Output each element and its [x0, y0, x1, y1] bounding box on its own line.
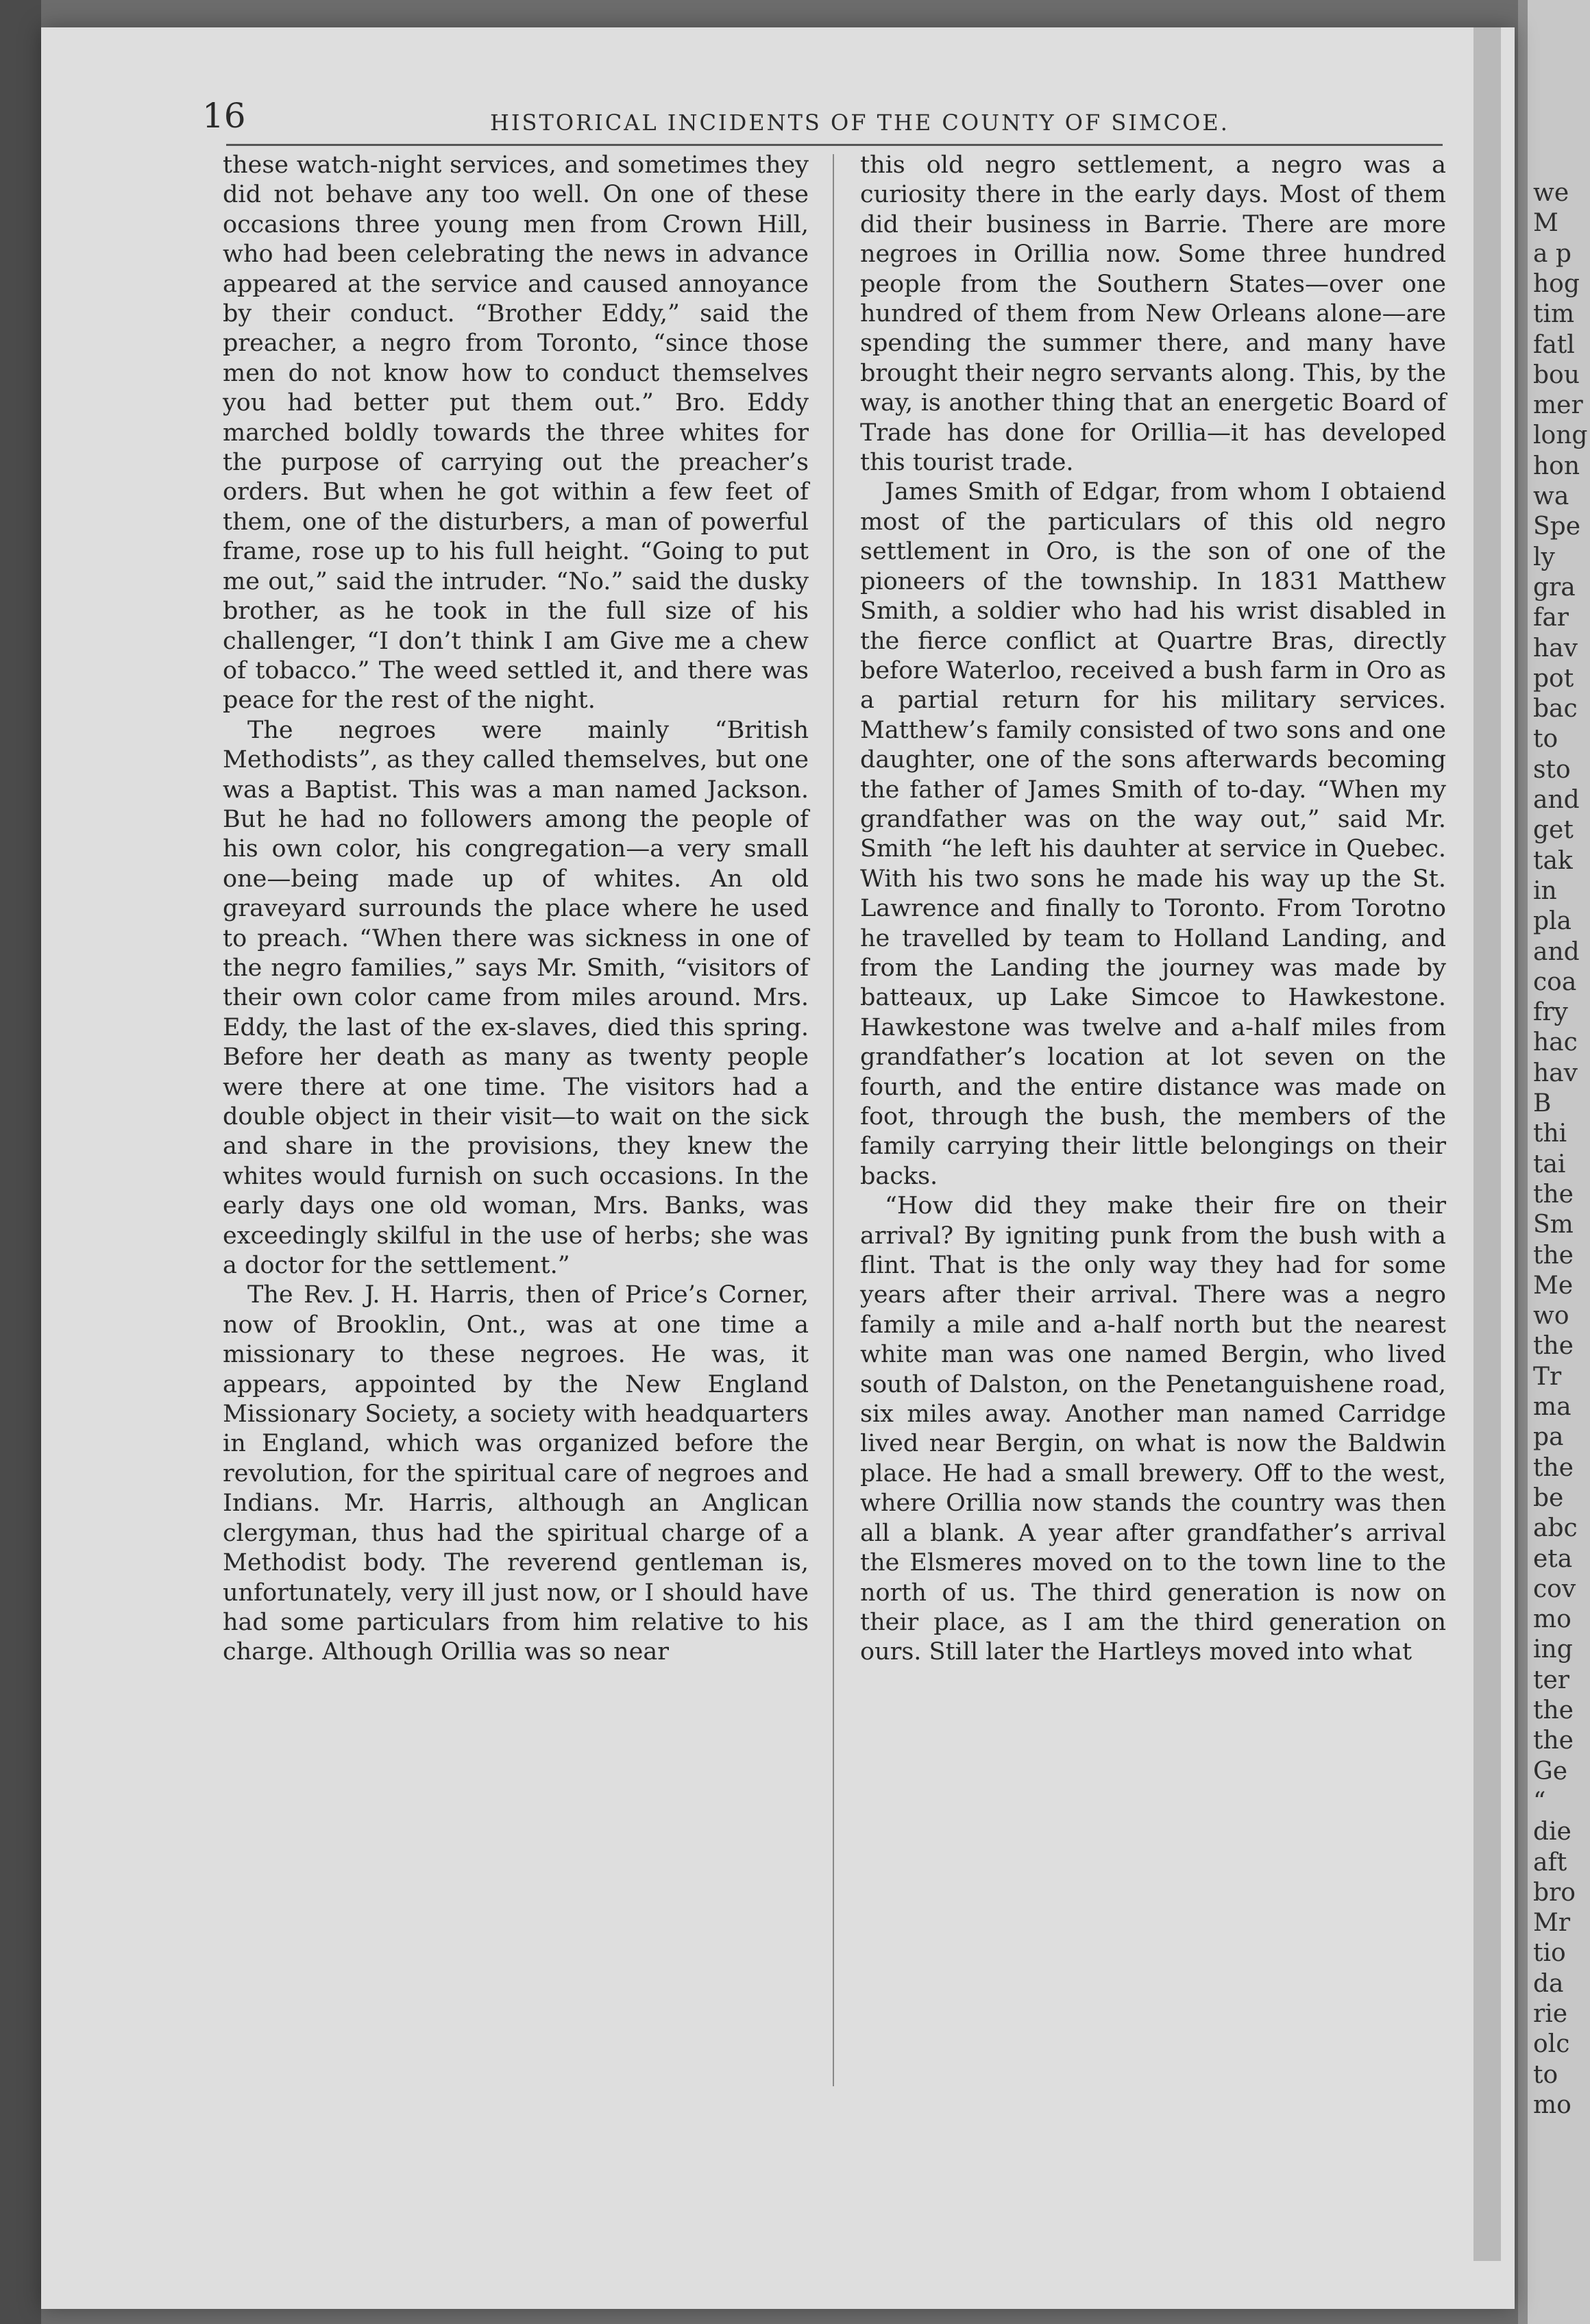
- adjacent-page-fragment: M: [1533, 209, 1558, 238]
- right-text-column: [860, 151, 1446, 1668]
- adjacent-page-fragment: wo: [1533, 1302, 1569, 1331]
- paragraph: The negroes were mainly “British Methodists”, as they called themselves, but one was a Baptist. This was a man named Jackson. But he had no followers among the people of his own color, his congregation—a very small one—being made up of whites. An old graveyard surrounds the place where he used to preach. “When there was sickness in one of the negro families,” says Mr. Smith, “visitors of their own color came from miles around. Mrs. Eddy, the last of the ex-slaves, died this spring. Before her death as many as twenty people were there at one time. The visitors had a double object in their visit—to wait on the sick and share in the provisions, they knew the whites would furnish on such occasions. In the early days one old woman, Mrs. Banks, was exceedingly skilful in the use of herbs; she was a doctor for the settlement.”: [223, 716, 809, 1280]
- adjacent-page-fragment: be: [1533, 1483, 1564, 1512]
- adjacent-page-fragment: wa: [1533, 482, 1569, 510]
- adjacent-page-fragment: tio: [1533, 1939, 1566, 1968]
- adjacent-page-fragment: long: [1533, 421, 1588, 450]
- adjacent-page-fragment: tak: [1533, 846, 1573, 875]
- adjacent-page-fragment: the: [1533, 1453, 1574, 1482]
- adjacent-page-fragment: Mr: [1533, 1909, 1571, 1938]
- paragraph: James Smith of Edgar, from whom I obtaiend most of the particulars of this old negro settlement in Oro, is the son of one of the pioneers of the township. In 1831 Matthew Smith, a soldier who had his wrist disabled in the fierce conflict at Quartre Bras, directly before Waterloo, received a bush farm in Oro as a partial return for his military services. Matthew’s family consisted of two sons and one daughter, one of the sons afterwards becoming the father of James Smith of to-day. “When my grandfather was on the way out,” said Mr. Smith “he left his dauhter at service in Quebec. With his two sons he made his way up the St. Lawrence and finally to Toronto. From Torotno he travelled by team to Holland Landing, and from the Landing the journey was made by batteaux, up Lake Simcoe to Hawkestone. Hawkestone was twelve and a-half miles from grandfather’s location at lot seven on the fourth, and the entire distance was made on foot, through the bush, the members of the family carrying their little belongings on their backs.: [860, 478, 1446, 1190]
- adjacent-page-fragment: tai: [1533, 1150, 1566, 1178]
- adjacent-page-fragment: Sm: [1533, 1211, 1574, 1239]
- adjacent-page-fragment: ma: [1533, 1393, 1571, 1421]
- column-divider: [833, 154, 834, 2086]
- paragraph: this old negro settlement, a negro was a curiosity there in the early days. Most of them did their business in Barrie. There are more negroes in Orillia now. Some three hundred people from the Southern States—over one hundred of them from New Orleans alone—are spending the summer there, and many have brought their negro servants along. This, by the way, is another thing that an energetic Board of Trade has done for Orillia—it has developed this tourist trade.: [860, 151, 1446, 477]
- adjacent-page-fragment: the: [1533, 1696, 1574, 1725]
- adjacent-page-fragment: pot: [1533, 664, 1574, 693]
- adjacent-page-fragment: mer: [1533, 391, 1583, 420]
- adjacent-page-fragment: olc: [1533, 2030, 1570, 2059]
- paragraph: “How did they make their fire on their arrival? By igniting punk from the bush with a flint. That is the only way they had for some years after their arrival. There was a negro family a mile and a-half north but the nearest white man was one named Bergin, who lived south of Dalston, on the Penetanguishene road, six miles away. Another man named Carridge lived near Bergin, on what is now the Baldwin place. He had a small brewery. Off to the west, where Orillia now stands the country was then all a blank. A year after grandfather’s arrival the Elsmeres moved on to the town line to the north of us. The third generation is now on their place, as I am the third generation on ours. Still later the Hartleys moved into what: [860, 1192, 1446, 1666]
- adjacent-page-fragment: sto: [1533, 755, 1571, 784]
- adjacent-page-fragment: in: [1533, 876, 1557, 905]
- page-number: 16: [202, 96, 246, 136]
- adjacent-page-fragment: the: [1533, 1241, 1574, 1270]
- adjacent-page-fragment: the: [1533, 1180, 1574, 1209]
- adjacent-page-fragment: mo: [1533, 1605, 1571, 1634]
- adjacent-page-fragment: bro: [1533, 1878, 1576, 1907]
- adjacent-page-fragment: Ge: [1533, 1757, 1568, 1785]
- adjacent-page-edge: [1518, 0, 1590, 2324]
- adjacent-page-fragment: rie: [1533, 2000, 1568, 2028]
- adjacent-page-fragment: die: [1533, 1818, 1571, 1846]
- adjacent-page-fragment: ing: [1533, 1635, 1573, 1664]
- adjacent-page-fragment: mo: [1533, 2090, 1571, 2119]
- adjacent-page-fragment: pla: [1533, 907, 1572, 936]
- paragraph: The Rev. J. H. Harris, then of Price’s Corner, now of Brooklin, Ont., was at one time a missionary to these negroes. He was, it appears, appointed by the New England Missionary Society, a society with headquarters in England, which was organized before the revolution, for the spiritual care of negroes and Indians. Mr. Harris, although an Anglican clergyman, thus had the spiritual charge of a Methodist body. The reverend gentleman is, unfortunately, very ill just now, or I should have had some particulars from him relative to his charge. Although Orillia was so near: [223, 1281, 809, 1666]
- adjacent-page-fragment: a p: [1533, 239, 1571, 268]
- adjacent-page-fragment: abc: [1533, 1514, 1578, 1543]
- adjacent-page-fragment: hav: [1533, 1059, 1578, 1087]
- adjacent-page-fragment: eta: [1533, 1544, 1573, 1573]
- adjacent-page-fragment: and: [1533, 786, 1580, 814]
- adjacent-page-fragment: hac: [1533, 1028, 1578, 1057]
- adjacent-page-fragment: and: [1533, 937, 1580, 966]
- adjacent-page-fragment: aft: [1533, 1848, 1567, 1877]
- paragraph: these watch-night services, and sometimes they did not behave any too well. On one of these occasions three young men from Crown Hill, who had been celebrating the news in advance appeared at the service and caused annoyance by their conduct. “Brother Eddy,” said the preacher, a negro from Toronto, “since those men do not know how to conduct themselves you had better put them out.” Bro. Eddy marched boldly towards the three whites for the purpose of carrying out the preacher’s orders. But when he got within a few feet of them, one of the disturbers, a man of powerful frame, rose up to his full height. “Going to put me out,” said the intruder. “No.” said the dusky brother, as he took in the full size of his challenger, “I don’t think I am Give me a chew of tobacco.” The weed settled it, and there was peace for the rest of the night.: [223, 151, 809, 715]
- adjacent-page-fragment: get: [1533, 816, 1574, 845]
- adjacent-page-fragment: bac: [1533, 695, 1578, 724]
- adjacent-page-fragment: Spe: [1533, 512, 1581, 541]
- adjacent-page-fragment: ter: [1533, 1666, 1569, 1694]
- adjacent-page-fragment: hav: [1533, 634, 1578, 663]
- adjacent-page-fragment: da: [1533, 1969, 1564, 1998]
- adjacent-page-fragment: pa: [1533, 1423, 1564, 1452]
- page-edge-shadow: [1473, 27, 1501, 2261]
- adjacent-page-fragment: tim: [1533, 300, 1575, 329]
- header-rule: [226, 144, 1443, 146]
- adjacent-page-fragment: hon: [1533, 452, 1580, 480]
- left-text-column: [223, 151, 809, 1668]
- adjacent-page-fragment: fry: [1533, 998, 1568, 1027]
- adjacent-page-fragment: ly: [1533, 543, 1555, 571]
- adjacent-page-fragment: bou: [1533, 360, 1580, 389]
- adjacent-page-fragment: we: [1533, 179, 1569, 207]
- running-title: HISTORICAL INCIDENTS OF THE COUNTY OF SIMCOE.: [490, 110, 1230, 136]
- adjacent-page-fragment: Me: [1533, 1271, 1574, 1300]
- adjacent-page-fragment: to: [1533, 725, 1558, 754]
- page-gutter-shadow: [1518, 0, 1528, 2324]
- adjacent-page-fragment: B: [1533, 1089, 1552, 1117]
- adjacent-page-fragment: gra: [1533, 573, 1576, 602]
- adjacent-page-fragment: the: [1533, 1727, 1574, 1755]
- adjacent-page-fragment: “: [1533, 1787, 1546, 1816]
- adjacent-page-fragment: the: [1533, 1332, 1574, 1361]
- scan-background-left: [0, 0, 41, 2324]
- adjacent-page-fragment: fatl: [1533, 330, 1575, 359]
- adjacent-page-fragment: cov: [1533, 1574, 1576, 1603]
- adjacent-page-fragment: far: [1533, 604, 1569, 632]
- adjacent-page-fragment: to: [1533, 2060, 1558, 2089]
- adjacent-page-fragment: Tr: [1533, 1362, 1562, 1391]
- adjacent-page-fragment: thi: [1533, 1120, 1567, 1148]
- adjacent-page-fragment: coa: [1533, 967, 1577, 996]
- adjacent-page-fragment: hog: [1533, 269, 1580, 298]
